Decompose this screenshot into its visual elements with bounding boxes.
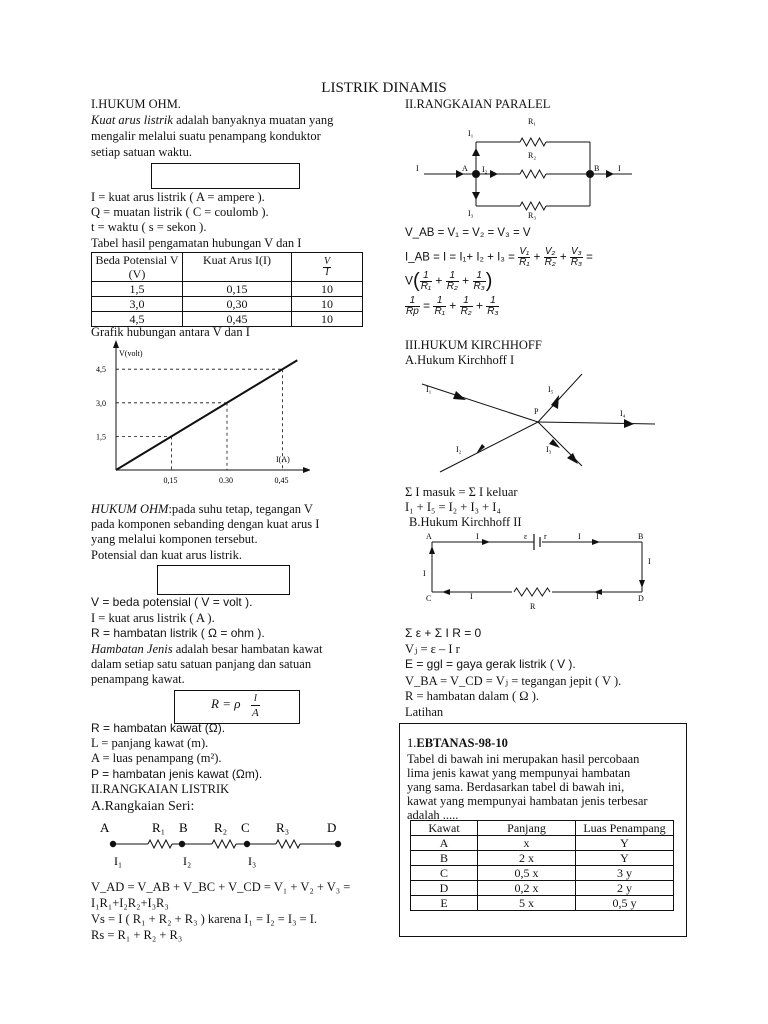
data-line bbox=[116, 360, 297, 470]
table-cell: 10 bbox=[292, 297, 363, 312]
series-node-label: C bbox=[241, 820, 250, 835]
ohm-law-line1 bbox=[91, 502, 313, 517]
var-i-2: I = kuat arus listrik ( A ). bbox=[91, 611, 215, 625]
loop-label: I bbox=[578, 532, 581, 541]
x-tick-label: 0,45 bbox=[274, 476, 289, 485]
ohm-law-line2: pada komponen sebanding dengan kuat arus I bbox=[91, 517, 320, 531]
parallel-eq3: V( $\frac{1}{\text{R₁}}$ + $\frac{1}{\text{R₂}}$ + $\frac{1}{\text{R₃}}$ ) bbox=[405, 270, 493, 292]
table-cell: 0,30 bbox=[183, 297, 292, 312]
table-cell: 10 bbox=[292, 282, 363, 297]
table-header-row bbox=[411, 821, 674, 836]
parallel-heading: II.RANGKAIAN PARALEL bbox=[405, 97, 551, 111]
table-header-cell: Kuat Arus I(I) bbox=[183, 253, 292, 282]
table-cell: D bbox=[411, 881, 478, 896]
kirchhoff2-eq2: Vⱼ = ε – I r bbox=[405, 642, 460, 656]
exercise-text: yang sama. Berdasarkan tabel di bawah ini, bbox=[407, 780, 625, 794]
current-definition-line3: setiap satuan waktu. bbox=[91, 145, 193, 159]
exercise-source: EBTANAS-98-10 bbox=[416, 736, 508, 750]
table-row bbox=[411, 851, 674, 866]
formula-box-resistivity bbox=[174, 690, 300, 724]
node-d bbox=[335, 841, 341, 847]
arrow-icon bbox=[567, 453, 578, 464]
loop-label: I bbox=[476, 532, 479, 541]
y-tick-label: 4,5 bbox=[96, 365, 106, 375]
kirchhoff1-eq2: I₁ + I₅ = I₂ + I₃ + I₄ bbox=[405, 500, 501, 514]
table-header-cell: Beda Potensial V (V) bbox=[92, 253, 183, 282]
loop-label: ε bbox=[524, 532, 528, 541]
formula-l-over-a bbox=[251, 691, 260, 720]
exercise-text: kawat yang mempunyai hambatan jenis terbesar bbox=[407, 794, 648, 808]
var-r: R = hambatan listrik ( Ω = ohm ). bbox=[91, 626, 265, 640]
node-a bbox=[110, 841, 116, 847]
table-cell: Y bbox=[576, 836, 674, 851]
table-header-cell: Luas Penampang bbox=[576, 821, 674, 836]
arrow-icon bbox=[482, 539, 490, 545]
series-heading: A.Rangkaian Seri: bbox=[91, 799, 195, 814]
parallel-label: I₁ bbox=[468, 129, 474, 138]
potential-heading: Potensial dan kuat arus listrik. bbox=[91, 548, 243, 562]
series-eq3: Vs = I ( R₁ + R₂ + R₃ ) karena I₁ = I₂ = I₃ = I. bbox=[91, 912, 318, 926]
kirchhoff-junction-diagram bbox=[410, 368, 660, 476]
table-row bbox=[411, 896, 674, 911]
ohm-term: HUKUM OHM bbox=[91, 502, 169, 516]
formula-numerator: l bbox=[251, 691, 260, 706]
table-row bbox=[411, 866, 674, 881]
series-resistor-label: R₂ bbox=[214, 820, 228, 835]
page-title: LISTRIK DINAMIS bbox=[321, 80, 447, 96]
series-node-label: D bbox=[327, 820, 337, 835]
parallel-eq4: $\frac{1}{Rp}$ = $\frac{1}{\text{R₁}}$ + $\frac{1}{\text{R₂}}$ + $\frac{1}{\text{R₃}}$ bbox=[406, 295, 499, 317]
series-eq2: I₁R₁+I₂R₂+I₃R₃ bbox=[91, 896, 169, 910]
series-resistor-label: R₁ bbox=[152, 820, 166, 835]
table-row bbox=[92, 282, 363, 297]
arrow-icon bbox=[472, 148, 480, 156]
var-a: A = luas penampang (m²). bbox=[91, 751, 222, 765]
current-definition-line2: mengalir melalui suatu penampang konduktor bbox=[91, 129, 321, 143]
junction-label: I₁ bbox=[426, 385, 432, 394]
var-i: I = kuat arus listrik ( A = ampere ). bbox=[91, 190, 265, 204]
kirchhoff-heading: III.HUKUM KIRCHHOFF bbox=[405, 338, 542, 352]
parallel-label: B bbox=[594, 164, 600, 173]
table-cell: x bbox=[478, 836, 576, 851]
node-b bbox=[179, 841, 185, 847]
exercise-table bbox=[410, 820, 674, 911]
table-cell: B bbox=[411, 851, 478, 866]
exercise-text: Tabel di bawah ini merupakan hasil percobaan bbox=[407, 752, 640, 766]
arrow-icon bbox=[453, 391, 466, 400]
loop-label: C bbox=[426, 594, 432, 603]
table-cell: 3,0 bbox=[92, 297, 183, 312]
y-axis-label: V(volt) bbox=[119, 349, 143, 358]
ohm-law-rest: :pada suhu tetap, tegangan V bbox=[168, 502, 313, 516]
parallel-label: R₃ bbox=[528, 211, 537, 220]
parallel-label: I bbox=[618, 164, 621, 173]
table-cell: 0,5 x bbox=[478, 866, 576, 881]
table-cell: 3 y bbox=[576, 866, 674, 881]
var-r-2: R = hambatan kawat (Ω). bbox=[91, 721, 226, 735]
table-cell: 10 bbox=[292, 312, 363, 327]
var-t: t = waktu ( s = sekon ). bbox=[91, 220, 207, 234]
arrow-icon bbox=[429, 546, 435, 554]
table-header-v-over-i: $\frac{V}{I}$ bbox=[292, 253, 363, 282]
node-b bbox=[586, 170, 594, 178]
table-cell: 0,5 y bbox=[576, 896, 674, 911]
table-cell: 0,2 x bbox=[478, 881, 576, 896]
exercise-number: 1. bbox=[407, 736, 417, 750]
series-current-label: I₂ bbox=[183, 854, 192, 868]
graph-caption: Grafik hubungan antara V dan I bbox=[91, 325, 250, 339]
table-header-cell: Kawat bbox=[411, 821, 478, 836]
series-eq1: V_AD = V_AB + V_BC + V_CD = V₁ + V₂ + V₃ = bbox=[91, 880, 351, 894]
section-rangkaian-heading: II.RANGKAIAN LISTRIK bbox=[91, 782, 230, 796]
table-cell: A bbox=[411, 836, 478, 851]
latihan-heading: Latihan bbox=[405, 705, 444, 719]
loop-label: r bbox=[544, 532, 547, 541]
series-eq4: Rs = R₁ + R₂ + R₃ bbox=[91, 928, 183, 942]
parallel-label: I₃ bbox=[468, 209, 474, 218]
var-p: P = hambatan jenis kawat (Ωm). bbox=[91, 767, 263, 781]
series-resistor-label: R₃ bbox=[276, 820, 290, 835]
table-row bbox=[411, 836, 674, 851]
table-cell: Y bbox=[576, 851, 674, 866]
formula-r-rho: R = ρ bbox=[211, 696, 241, 711]
junction-label: P bbox=[534, 407, 539, 416]
loop-label: D bbox=[638, 594, 644, 603]
table-cell: 0,15 bbox=[183, 282, 292, 297]
table-cell: C bbox=[411, 866, 478, 881]
loop-label: R bbox=[530, 602, 536, 611]
arrow-icon bbox=[476, 444, 485, 454]
x-axis-arrow-icon bbox=[303, 467, 310, 473]
x-tick-label: 0.30 bbox=[219, 476, 233, 485]
junction-label: I₂ bbox=[456, 445, 462, 454]
y-tick-label: 3,0 bbox=[96, 398, 106, 408]
kirchhoff-loop-diagram bbox=[416, 530, 656, 612]
parallel-label: A bbox=[462, 164, 468, 173]
kirchhoff1-eq1: Σ I masuk = Σ I keluar bbox=[405, 485, 518, 499]
kirchhoff2-eq5: R = hambatan dalam ( Ω ). bbox=[405, 689, 540, 703]
resistivity-line1 bbox=[91, 642, 323, 657]
arrow-icon bbox=[592, 539, 600, 545]
series-current-label: I₃ bbox=[248, 854, 257, 868]
series-node-label: B bbox=[179, 820, 188, 835]
table-header-row bbox=[92, 253, 363, 282]
arrow-icon bbox=[442, 589, 450, 595]
y-tick-label: 1,5 bbox=[96, 432, 106, 442]
exercise-title bbox=[407, 736, 508, 751]
resistivity-line3: penampang kawat. bbox=[91, 672, 185, 686]
formula-box-current bbox=[151, 163, 300, 189]
var-q: Q = muatan listrik ( C = coulomb ). bbox=[91, 205, 269, 219]
ohm-law-line3: yang melalui komponen tersebut. bbox=[91, 532, 258, 546]
parallel-circuit bbox=[410, 112, 640, 224]
x-axis-label: I(A) bbox=[276, 455, 290, 464]
resistivity-rest: adalah besar hambatan kawat bbox=[172, 642, 323, 656]
arrow-icon bbox=[472, 192, 480, 200]
parallel-label: I₂ bbox=[482, 165, 488, 174]
junction-label: I₃ bbox=[546, 445, 552, 454]
kirchhoff1-heading: A.Hukum Kirchhoff I bbox=[405, 353, 515, 367]
exercise-text: adalah ..... bbox=[407, 808, 459, 822]
junction-label: I₅ bbox=[548, 385, 554, 394]
resistivity-term: Hambatan Jenis bbox=[91, 642, 173, 656]
table-caption: Tabel hasil pengamatan hubungan V dan I bbox=[91, 236, 302, 250]
section-hukum-ohm-heading: I.HUKUM OHM. bbox=[91, 97, 181, 111]
parallel-eq2-left: I_AB = I = I₁+ I₂ + I₃ = bbox=[405, 251, 515, 264]
parallel-eq2: I_AB = I = I₁+ I₂ + I₃ = $\frac{\text{V₁}}{\text{R₁}}$ + $\frac{\text{V₂}}{\text{R₂}}$ + $\frac{\text{V₃}}{\text{R₃}}$ = bbox=[405, 246, 593, 268]
arrow-icon bbox=[639, 580, 645, 588]
resistivity-line2: dalam setiap satu satuan panjang dan satuan bbox=[91, 657, 312, 671]
loop-label: I bbox=[648, 557, 651, 566]
loop-label: B bbox=[638, 532, 644, 541]
kirchhoff2-eq1: Σ ε + Σ I R = 0 bbox=[405, 626, 482, 640]
loop-label: I bbox=[596, 592, 599, 601]
kirchhoff2-eq3: E = ggl = gaya gerak listrik ( V ). bbox=[405, 657, 576, 671]
current-definition-line1 bbox=[91, 113, 362, 128]
table-cell: E bbox=[411, 896, 478, 911]
parallel-eq1: V_AB = V₁ = V₂ = V₃ = V bbox=[405, 227, 531, 239]
y-axis-arrow-icon bbox=[113, 340, 119, 348]
loop-label: I bbox=[423, 569, 426, 578]
x-tick-label: 0,15 bbox=[163, 476, 178, 485]
series-circuit bbox=[90, 818, 360, 870]
loop-label: A bbox=[426, 532, 432, 541]
table-row bbox=[411, 881, 674, 896]
current-def-rest: adalah banyaknya muatan yang bbox=[172, 113, 334, 127]
arrow-icon bbox=[490, 170, 498, 178]
exercise-box bbox=[399, 723, 687, 937]
table-cell: 2 x bbox=[478, 851, 576, 866]
table-cell: 2 y bbox=[576, 881, 674, 896]
var-v: V = beda potensial ( V = volt ). bbox=[91, 595, 253, 609]
vi-graph bbox=[85, 340, 310, 490]
formula-denominator: A bbox=[252, 707, 259, 719]
formula-box-ohm bbox=[157, 565, 290, 595]
series-node-label: A bbox=[100, 820, 110, 835]
series-current-label: I₁ bbox=[114, 854, 123, 868]
table-cell: 1,5 bbox=[92, 282, 183, 297]
table-cell: 4,5 bbox=[92, 312, 183, 327]
junction-label: I₄ bbox=[620, 409, 626, 418]
parallel-label: I bbox=[416, 164, 419, 173]
table-cell: 5 x bbox=[478, 896, 576, 911]
kirchhoff2-heading: B.Hukum Kirchhoff II bbox=[409, 515, 522, 529]
parallel-label: R₂ bbox=[528, 151, 537, 160]
arrow-icon bbox=[606, 170, 614, 178]
parallel-label: R₁ bbox=[528, 117, 537, 126]
table-header-cell: Panjang bbox=[478, 821, 576, 836]
loop-label: I bbox=[470, 592, 473, 601]
node-a bbox=[472, 170, 480, 178]
node-c bbox=[244, 841, 250, 847]
table-cell: 0,45 bbox=[183, 312, 292, 327]
table-row bbox=[92, 297, 363, 312]
arrow-icon bbox=[624, 419, 634, 428]
current-term: Kuat arus listrik bbox=[91, 113, 173, 127]
kirchhoff2-eq4: V_BA = V_CD = Vⱼ = tegangan jepit ( V ). bbox=[405, 674, 622, 688]
var-l: L = panjang kawat (m). bbox=[91, 736, 209, 750]
exercise-text: lima jenis kawat yang mempunyai hambatan bbox=[407, 766, 631, 780]
vi-table bbox=[91, 252, 363, 327]
